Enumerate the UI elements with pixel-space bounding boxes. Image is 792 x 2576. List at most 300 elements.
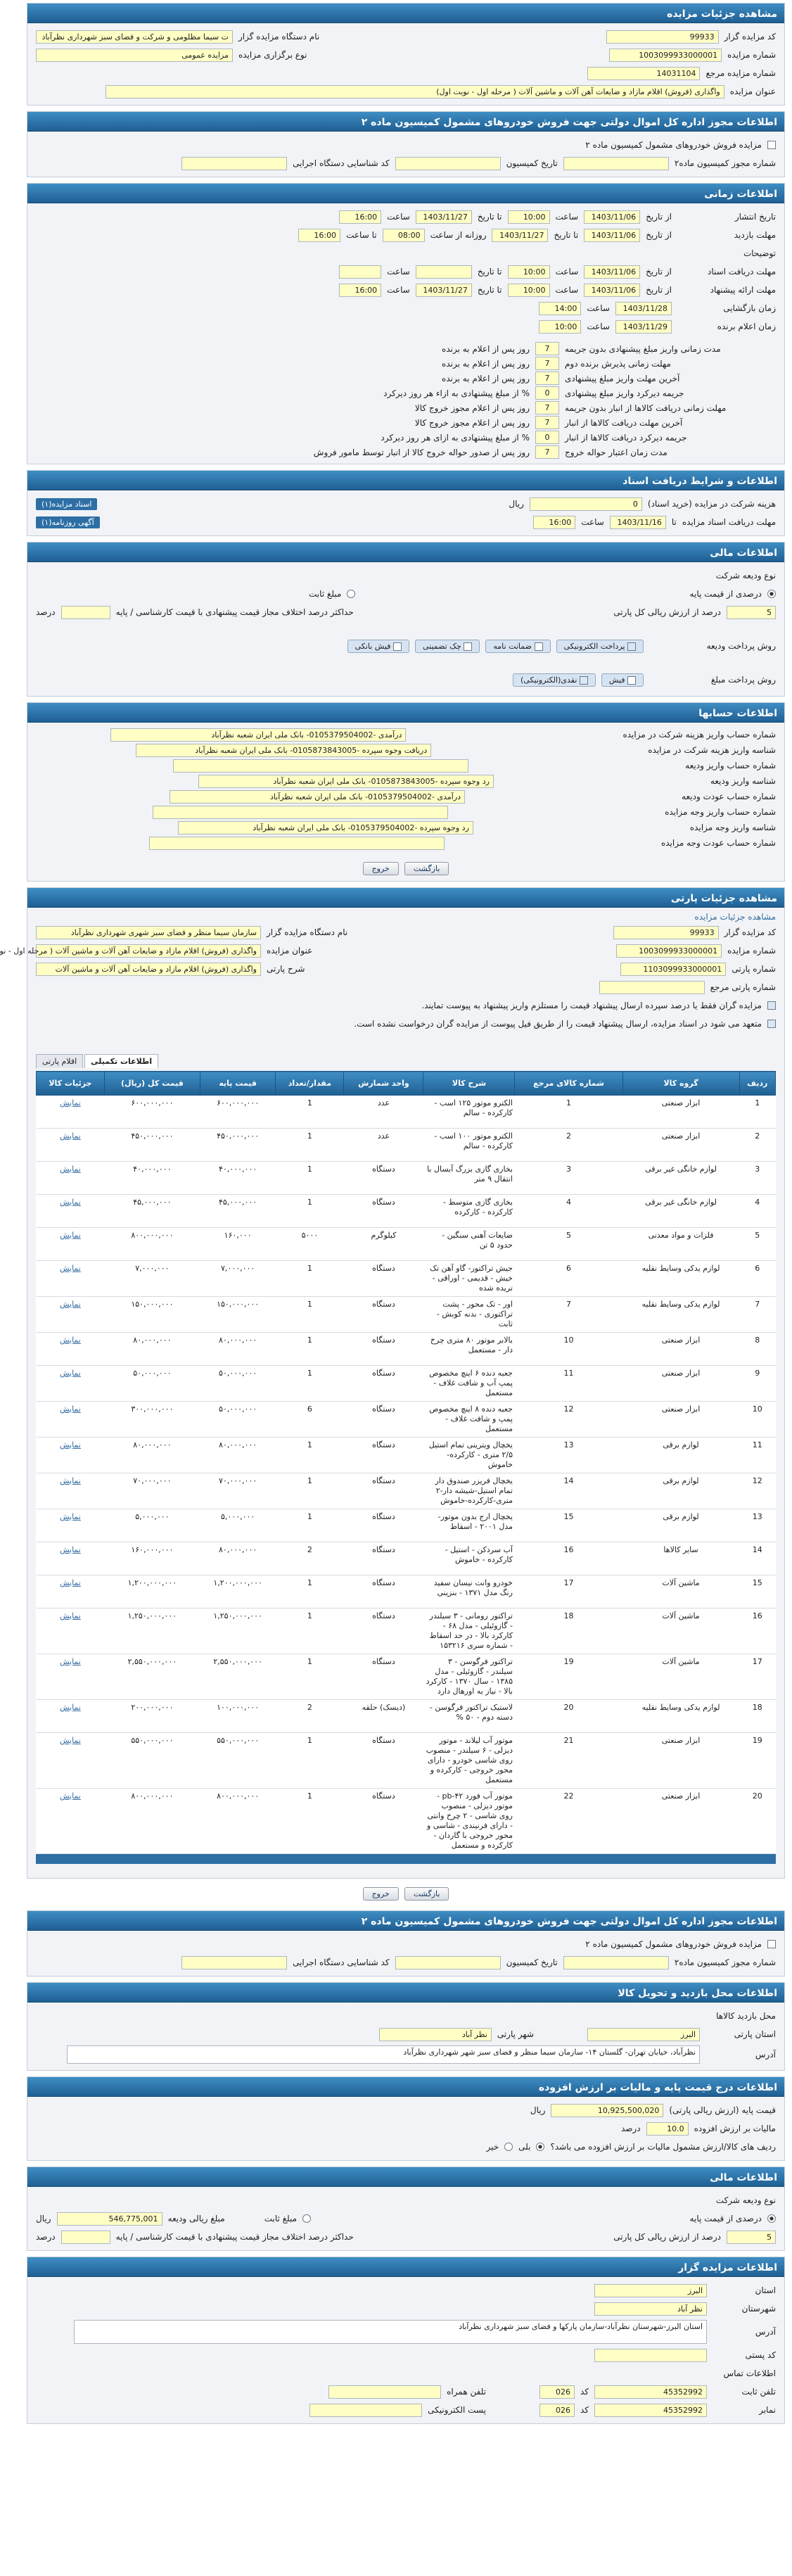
c-addr-field[interactable]: استان البرز-شهرستان نظرآباد-سازمان پارکها و فضای سبز شهرداری نظرآباد — [74, 2320, 707, 2344]
ref-field[interactable]: 14031104 — [587, 67, 700, 80]
items-table — [36, 1071, 776, 1854]
account-field[interactable] — [149, 837, 445, 850]
method-slip[interactable]: فیش — [601, 673, 644, 687]
winner-hour[interactable]: 10:00 — [539, 320, 581, 334]
exit-button-2[interactable]: خروج — [363, 1887, 399, 1901]
cell-total: ۱,۲۰۰,۰۰۰,۰۰۰ — [104, 1575, 200, 1609]
detail-link[interactable]: نمایش — [37, 1129, 105, 1162]
account-field[interactable]: رد وجوه سپرده -0105379504002- بانک ملی ایران شعبه نظرآباد — [178, 821, 473, 835]
cell-base-price: ۲,۵۵۰,۰۰۰,۰۰۰ — [200, 1654, 275, 1700]
offer-from-label: از تاریخ — [646, 285, 672, 295]
cell-total: ۴۵۰,۰۰۰,۰۰۰ — [104, 1129, 200, 1162]
p-pno-field[interactable]: 1103099933000001 — [620, 963, 726, 976]
detail-link[interactable]: نمایش — [37, 1195, 105, 1228]
tab-party-items[interactable]: اطلاعات تکمیلی — [84, 1054, 158, 1068]
tax-percent: درصد — [620, 2124, 641, 2133]
cell-group: لوازم یدکی وسایط نقلیه — [622, 1261, 739, 1297]
c-fax-code-label: کد — [580, 2405, 589, 2415]
cell-ref: 10 — [515, 1333, 622, 1366]
newspaper-ad-button[interactable]: آگهی روزنامه(۱) — [36, 516, 100, 528]
method-electronic[interactable]: نقدی(الکترونیکی) — [513, 673, 596, 687]
detail-link[interactable]: نمایش — [37, 1261, 105, 1297]
cell-group: ابزار صنعتی — [622, 1366, 739, 1402]
org-field[interactable]: ت سیما مظلومی و شرکت و فضای سبز شهرداری نظرآباد — [36, 30, 233, 44]
account-label: شناسه واریز ودیعه — [710, 776, 776, 786]
finance2-header: اطلاعات مالی — [27, 2167, 784, 2187]
cell-unit: دستگاه — [344, 1366, 423, 1402]
doc-to-hour[interactable] — [339, 265, 381, 279]
cell-total: ۶۰۰,۰۰۰,۰۰۰ — [104, 1096, 200, 1129]
rule-unit: روز پس از اعلام مجوز خروج کالا — [414, 417, 530, 428]
cell-base-price: ۱,۲۵۰,۰۰۰,۰۰۰ — [200, 1609, 275, 1654]
deposit-fixed-label: مبلغ ثابت — [309, 589, 342, 599]
base-price-label: قیمت پایه (ارزش ریالی پارتی) — [669, 2105, 776, 2115]
cell-total: ۸۰,۰۰۰,۰۰۰ — [104, 1333, 200, 1366]
docs-header: اطلاعات و شرایط دریافت اسناد — [27, 471, 784, 490]
rule-value[interactable]: 0 — [535, 386, 559, 400]
cell-total: ۷,۰۰۰,۰۰۰ — [104, 1261, 200, 1297]
permit2-no-field[interactable] — [563, 1956, 669, 1969]
column-header: شماره کالای مرجع — [515, 1072, 622, 1096]
p-ref-field[interactable] — [599, 981, 705, 994]
permit-checkbox-label: مزایده فروش خودروهای مشمول کمیسیون ماده ۲ — [585, 140, 762, 150]
finance-header: اطلاعات مالی — [27, 543, 784, 562]
c-city-field[interactable]: نظر آباد — [594, 2302, 707, 2316]
account-row — [36, 742, 776, 758]
publish-to-hour[interactable]: 16:00 — [339, 210, 381, 224]
c-phone-code[interactable]: 026 — [539, 2385, 575, 2399]
account-label: شناسه واریز وجه مزایده — [689, 823, 776, 832]
detail-link[interactable]: نمایش — [37, 1162, 105, 1195]
winner-hour-label: ساعت — [587, 322, 610, 331]
pay-bank-slip[interactable]: فیش بانکی — [347, 640, 409, 653]
offer-to-label: تا تاریخ — [477, 285, 502, 295]
cell-unit: دستگاه — [344, 1733, 423, 1789]
detail-link[interactable]: نمایش — [37, 1366, 105, 1402]
rule-value[interactable]: 7 — [535, 357, 559, 370]
p-code-field[interactable]: 99933 — [613, 926, 719, 939]
cell-group: ابزار صنعتی — [622, 1333, 739, 1366]
c-phone-field[interactable]: 45352992 — [594, 2385, 707, 2399]
cell-desc: یخچال ارج بدون موتور- مدل ۲۰۰۱ - اسقاط — [423, 1509, 515, 1542]
tax-question: ردیف های کالا/ارزش مشمول مالیات بر ارزش افزوده می باشد؟ — [550, 2142, 776, 2152]
exec-code-label: کد شناسایی دستگاه اجرایی — [293, 158, 390, 168]
detail-link[interactable]: نمایش — [37, 1509, 105, 1542]
accounts-panel — [27, 702, 785, 882]
row-index: 10 — [739, 1402, 775, 1438]
row-index: 3 — [739, 1162, 775, 1195]
price-panel — [27, 2076, 785, 2161]
doc-deadline2-until: تا — [671, 517, 677, 527]
cell-ref: 18 — [515, 1609, 622, 1654]
p-chk2[interactable] — [767, 1020, 776, 1028]
cell-ref: 1 — [515, 1096, 622, 1129]
c-phone-code-label: کد — [580, 2387, 589, 2397]
cell-group: لوازم خانگی غیر برقی — [622, 1195, 739, 1228]
f2-max-diff-label: حداکثر درصد اختلاف مجاز قیمت پیشنهادی با قیمت کارشناسی / پایه — [115, 2232, 354, 2242]
detail-link[interactable]: نمایش — [37, 1473, 105, 1509]
max-diff-field[interactable] — [61, 606, 110, 619]
base-price-rial: ریال — [530, 2105, 546, 2115]
account-row — [36, 820, 776, 835]
table-row — [37, 1789, 776, 1854]
detail-link[interactable]: نمایش — [37, 1609, 105, 1654]
c-email-field[interactable] — [309, 2404, 422, 2417]
tax-field[interactable]: 10.0 — [646, 2122, 689, 2136]
rule-unit: % از مبلغ پیشنهادی به ازاء هر روز دیرکرد — [383, 388, 530, 398]
account-field[interactable] — [173, 759, 468, 773]
rule-row — [36, 341, 776, 356]
cell-group: ماشین آلات — [622, 1575, 739, 1609]
account-field[interactable]: درآمدی -0105379504002- بانک ملی ایران شعبه نظرآباد — [110, 728, 406, 742]
detail-link[interactable]: نمایش — [37, 1542, 105, 1575]
account-label: شماره حساب عودت وجه مزایده — [660, 838, 776, 848]
cell-desc: یخچال فریزر صندوق دار تمام استیل-شیشه دار-۲ متری-کارکرده-خاموش — [423, 1473, 515, 1509]
exec-code-field[interactable] — [181, 157, 287, 170]
cell-unit: دستگاه — [344, 1542, 423, 1575]
rule-value[interactable]: 7 — [535, 416, 559, 429]
publish-from-hour[interactable]: 10:00 — [508, 210, 550, 224]
cell-group: ابزار صنعتی — [622, 1402, 739, 1438]
cell-ref: 17 — [515, 1575, 622, 1609]
cell-group: ابزار صنعتی — [622, 1129, 739, 1162]
cell-unit: دستگاه — [344, 1789, 423, 1854]
cell-base-price: ۴۰,۰۰۰,۰۰۰ — [200, 1162, 275, 1195]
table-row — [37, 1261, 776, 1297]
code-field[interactable]: 99933 — [606, 30, 719, 44]
location-panel — [27, 1982, 785, 2071]
doc-to-label: تا تاریخ — [477, 267, 502, 277]
permit-checkbox[interactable] — [767, 141, 776, 149]
title-field[interactable]: واگذاری (فروش) اقلام مازاد و ضایعات آهن آلات و ماشین آلات ( مرحله اول - نوبت اول) — [106, 85, 724, 99]
type-field[interactable]: مزایده عمومی — [36, 49, 233, 62]
cell-total: ۸۰,۰۰۰,۰۰۰ — [104, 1438, 200, 1473]
detail-link[interactable]: نمایش — [37, 1333, 105, 1366]
f2-fixed-label: مبلغ ثابت — [264, 2214, 298, 2223]
deposit-fixed-radio[interactable] — [347, 590, 355, 598]
cell-qty: ۵۰۰۰ — [276, 1228, 344, 1261]
p-title-field[interactable]: واگذاری (فروش) اقلام مازاد و ضایعات آهن آلات و ماشین آلات ( مرحله اول - نو — [36, 944, 261, 958]
detail-link[interactable]: نمایش — [37, 1228, 105, 1261]
c-fax-code[interactable]: 026 — [539, 2404, 575, 2417]
table-row — [37, 1438, 776, 1473]
doc-deadline2-hour[interactable]: 16:00 — [533, 516, 575, 529]
cell-desc: جعبه دنده ۶ اینچ مخصوص پمپ آب و شافت غلاف - مستعمل — [423, 1366, 515, 1402]
tab-extra-info[interactable]: اقلام پارتی — [36, 1054, 83, 1068]
doc-to-date[interactable] — [416, 265, 472, 279]
permit-date-field[interactable] — [395, 157, 501, 170]
c-postal-label: کد پستی — [745, 2350, 776, 2360]
account-label: شناسه واریز هزینه شرکت در مزایده — [648, 745, 776, 755]
p-tno-field[interactable]: 1003099933000001 — [616, 944, 722, 958]
city-field[interactable]: نظر آباد — [379, 2028, 492, 2041]
publish-from-date[interactable]: 1403/11/06 — [584, 210, 640, 224]
cell-group: لوازم یدکی وسایط نقلیه — [622, 1297, 739, 1333]
visit-to-label: تا تاریخ — [554, 230, 579, 240]
tender-details-header: مشاهده جزئیات مزایده — [27, 4, 784, 23]
open-hour[interactable]: 14:00 — [539, 302, 581, 315]
cell-unit: دستگاه — [344, 1195, 423, 1228]
base-price-field[interactable]: 10,925,500,020 — [551, 2104, 663, 2117]
cell-unit: دستگاه — [344, 1575, 423, 1609]
f2-percent-radio[interactable] — [767, 2214, 776, 2223]
cell-desc: بخاری گازی متوسط - کارکرده - کارکرده — [423, 1195, 515, 1228]
permit2-exec-field[interactable] — [181, 1956, 287, 1969]
cell-base-price: ۸۰۰,۰۰۰,۰۰۰ — [200, 1789, 275, 1854]
table-row — [37, 1129, 776, 1162]
cell-desc: الکترو موتور ۱۲۵ اسب - کارکرده - سالم — [423, 1096, 515, 1129]
tender-no-field[interactable]: 1003099933000001 — [609, 49, 722, 62]
time-header: اطلاعات زمانی — [27, 184, 784, 203]
back-button[interactable]: بازگشت — [404, 862, 449, 875]
rule-row — [36, 386, 776, 400]
detail-link[interactable]: نمایش — [37, 1654, 105, 1700]
offer-to-hour[interactable]: 16:00 — [339, 284, 381, 297]
permit2-date-field[interactable] — [395, 1956, 501, 1969]
publish-to-date[interactable]: 1403/11/27 — [416, 210, 472, 224]
cell-qty: 1 — [276, 1129, 344, 1162]
back-button-2[interactable]: بازگشت — [404, 1887, 449, 1901]
row-index: 12 — [739, 1473, 775, 1509]
c-addr-label: آدرس — [755, 2327, 776, 2337]
cell-ref: 13 — [515, 1438, 622, 1473]
cell-desc: یخچال ویترینی تمام استیل ۲/۵ متری - کارکرده-خاموش — [423, 1438, 515, 1473]
c-fax-label: نمابر — [759, 2405, 776, 2415]
accounts-header: اطلاعات حسابها — [27, 703, 784, 723]
column-header: واحد شمارش — [344, 1072, 423, 1096]
rule-value[interactable]: 7 — [535, 401, 559, 414]
detail-link[interactable]: نمایش — [37, 1096, 105, 1129]
cell-desc: موتور آب فورد pb-۴۲ - موتور دیزلی - منصوب روی شاسی - ۲ چرخ وانتی - دارای فرنیندی - شاسی و محور خروجی با گاردان - کارکرده و مستعمل — [423, 1789, 515, 1854]
tender-docs-button[interactable]: اسناد مزایده(۱) — [36, 498, 97, 510]
cell-group: لوازم برقی — [622, 1509, 739, 1542]
table-row — [37, 1162, 776, 1195]
visit-daily-to[interactable]: 16:00 — [298, 229, 340, 242]
visit-label: مهلت بازدید — [734, 230, 776, 240]
cell-total: ۴۵,۰۰۰,۰۰۰ — [104, 1195, 200, 1228]
party-panel — [0, 887, 785, 1879]
rule-row — [36, 356, 776, 371]
cell-desc: تراکتور رومانی - ۳ سیلندر - گازوئیلی - مدل ۶۸ - کارکرد بالا - در حد اسقاط - شماره سری ۱۵۳۲۱۶ — [423, 1609, 515, 1654]
deposit-percent-field[interactable]: 5 — [727, 606, 776, 619]
cell-base-price: ۵۰,۰۰۰,۰۰۰ — [200, 1402, 275, 1438]
pay-guarantee[interactable]: ضمانت نامه — [485, 640, 550, 653]
f2-percent-field[interactable]: 5 — [727, 2231, 776, 2244]
doc-from-hour[interactable]: 10:00 — [508, 265, 550, 279]
p-chk1[interactable] — [767, 1001, 776, 1010]
open-hour-label: ساعت — [587, 303, 610, 313]
detail-link[interactable]: نمایش — [37, 1733, 105, 1789]
p-code-label: کد مزایده گزار — [724, 927, 776, 937]
f2-deposit-type-label: نوع ودیعه شرکت — [715, 2195, 776, 2205]
account-label: شماره حساب عودت ودیعه — [682, 792, 776, 801]
cell-unit: دستگاه — [344, 1509, 423, 1542]
cell-group: ابزار صنعتی — [622, 1096, 739, 1129]
cell-total: ۵۵۰,۰۰۰,۰۰۰ — [104, 1733, 200, 1789]
cell-group: فلزات و مواد معدنی — [622, 1228, 739, 1261]
permit2-checkbox[interactable] — [767, 1940, 776, 1948]
rule-value[interactable]: 7 — [535, 342, 559, 355]
c-prov-field[interactable]: البرز — [594, 2284, 707, 2297]
cell-total: ۱,۲۵۰,۰۰۰,۰۰۰ — [104, 1609, 200, 1654]
offer-from-date[interactable]: 1403/11/06 — [584, 284, 640, 297]
detail-link[interactable]: نمایش — [37, 1575, 105, 1609]
cell-total: ۱۵۰,۰۰۰,۰۰۰ — [104, 1297, 200, 1333]
table-row — [37, 1366, 776, 1402]
addr-field[interactable]: نظرآباد، خیابان تهران- گلستان ۱۴- سازمان سیما منظر و فضای سبز شهر شهرداری نظرآباد — [67, 2045, 700, 2064]
cell-base-price: ۸۰,۰۰۰,۰۰۰ — [200, 1333, 275, 1366]
cell-total: ۲۰۰,۰۰۰,۰۰۰ — [104, 1700, 200, 1733]
pay-electronic[interactable]: پرداخت الکترونیکی — [556, 640, 644, 653]
doc-deadline2-date[interactable]: 1403/11/16 — [610, 516, 666, 529]
c-phone-label: تلفن ثابت — [741, 2387, 776, 2397]
row-index: 15 — [739, 1575, 775, 1609]
cell-base-price: ۷۰,۰۰۰,۰۰۰ — [200, 1473, 275, 1509]
deposit-percent-radio[interactable] — [767, 590, 776, 598]
row-index: 1 — [739, 1096, 775, 1129]
tax-no-label: خیر — [486, 2142, 499, 2152]
party-header: مشاهده جزئیات پارتی — [27, 888, 784, 908]
cell-group: سایر کالاها — [622, 1542, 739, 1575]
account-field[interactable]: رد وجوه سپرده -0105873843005- بانک ملی ایران شعبه نظرآباد — [198, 775, 494, 788]
pay-cheque[interactable]: چک تضمینی — [415, 640, 480, 653]
permit2-header: اطلاعات مجوز اداره کل اموال دولتی جهت فروش خودروهای مشمول کمیسیون ماده ۲ — [27, 1911, 784, 1931]
f2-amount-field[interactable]: 546,775,001 — [57, 2212, 162, 2226]
detail-link[interactable]: نمایش — [37, 1700, 105, 1733]
cell-base-price: ۵۵۰,۰۰۰,۰۰۰ — [200, 1733, 275, 1789]
publish-label: تاریخ انتشار — [734, 212, 776, 222]
cell-qty: 1 — [276, 1366, 344, 1402]
permit-header: اطلاعات مجوز اداره کل اموال دولتی جهت فروش خودروهای مشمول کمیسیون ماده ۲ — [27, 112, 784, 132]
cell-unit: دستگاه — [344, 1609, 423, 1654]
c-postal-field[interactable] — [594, 2349, 707, 2362]
detail-link[interactable]: نمایش — [37, 1789, 105, 1854]
visit-daily-from[interactable]: 08:00 — [383, 229, 425, 242]
offer-to-date[interactable]: 1403/11/27 — [416, 284, 472, 297]
offer-to-hour-label: ساعت — [387, 285, 410, 295]
fee-field[interactable]: 0 — [530, 497, 642, 511]
column-header: جزئیات کالا — [37, 1072, 105, 1096]
rule-value[interactable]: 0 — [535, 431, 559, 444]
table-row — [37, 1473, 776, 1509]
winner-date[interactable]: 1403/11/29 — [615, 320, 672, 334]
rule-label: آخرین مهلت دریافت کالاها از انبار — [565, 417, 683, 428]
table-row — [37, 1297, 776, 1333]
cell-total: ۵۰,۰۰۰,۰۰۰ — [104, 1366, 200, 1402]
detail-link[interactable]: نمایش — [37, 1297, 105, 1333]
account-row — [36, 758, 776, 773]
account-field[interactable] — [153, 806, 448, 819]
cell-qty: 2 — [276, 1700, 344, 1733]
party-sub-link[interactable]: مشاهده جزئیات مزایده — [694, 912, 776, 922]
city-label: شهر پارتی — [497, 2029, 534, 2039]
amount-method-label: روش پرداخت مبلغ — [710, 675, 776, 685]
c-mobile-field[interactable] — [328, 2385, 441, 2399]
tax-yes-radio[interactable] — [536, 2143, 544, 2151]
visit-to-date[interactable]: 1403/11/27 — [492, 229, 548, 242]
row-index: 16 — [739, 1609, 775, 1654]
exit-button[interactable]: خروج — [363, 862, 399, 875]
offer-deadline-label: مهلت ارائه پیشنهاد — [710, 285, 776, 295]
table-row — [37, 1228, 776, 1261]
cell-unit: دستگاه — [344, 1438, 423, 1473]
tax-no-radio[interactable] — [504, 2143, 513, 2151]
permit2-date-label: تاریخ کمیسیون — [506, 1958, 558, 1967]
finance-panel — [27, 542, 785, 697]
doc-from-label: از تاریخ — [646, 267, 672, 277]
cell-unit: دستگاه — [344, 1473, 423, 1509]
tax-label: مالیات بر ارزش افزوده — [694, 2124, 776, 2133]
publish-to-hour-label: ساعت — [387, 212, 410, 222]
pay-method-label: روش پرداخت ودیعه — [706, 641, 776, 651]
open-date[interactable]: 1403/11/28 — [615, 302, 672, 315]
detail-link[interactable]: نمایش — [37, 1402, 105, 1438]
winner-label: زمان اعلام برنده — [717, 322, 776, 331]
row-index: 5 — [739, 1228, 775, 1261]
desc-label: توضیحات — [743, 248, 776, 258]
rule-value[interactable]: 7 — [535, 372, 559, 385]
p-org-field[interactable]: سازمان سیما منظر و فضای سبز شهری شهرداری نظرآباد — [36, 926, 261, 939]
rule-row — [36, 400, 776, 415]
cell-unit: کیلوگرم — [344, 1228, 423, 1261]
account-field[interactable]: دریافت وجوه سپرده -0105873843005- بانک ملی ایران شعبه نظرآباد — [136, 744, 431, 757]
items-header-row — [37, 1072, 776, 1096]
doc-deadline2-hour-label: ساعت — [581, 517, 604, 527]
cell-desc: بالابر موتور ۸۰ متری چرخ دار - مستعمل — [423, 1333, 515, 1366]
cell-group: لوازم برقی — [622, 1438, 739, 1473]
contact-panel — [27, 2257, 785, 2424]
publish-from-hour-label: ساعت — [555, 212, 579, 222]
row-index: 7 — [739, 1297, 775, 1333]
p-title-label: عنوان مزایده — [267, 946, 313, 956]
c-city-label: شهرستان — [741, 2304, 776, 2314]
price-header: اطلاعات درج قیمت پایه و مالیات بر ارزش افزوده — [27, 2077, 784, 2097]
cell-qty: 1 — [276, 1333, 344, 1366]
f2-max-diff-field[interactable] — [61, 2231, 110, 2244]
c-fax-field[interactable]: 45352992 — [594, 2404, 707, 2417]
account-label: شماره حساب واریز هزینه شرکت در مزایده — [622, 730, 776, 740]
cell-qty: 1 — [276, 1297, 344, 1333]
cell-group: ابزار صنعتی — [622, 1733, 739, 1789]
table-row — [37, 1733, 776, 1789]
visit-from-date[interactable]: 1403/11/06 — [584, 229, 640, 242]
p-pname-field[interactable]: واگذاری (فروش) اقلام مازاد و ضایعات آهن آلات و ماشین آلات — [36, 963, 261, 976]
permit-no-field[interactable] — [563, 157, 669, 170]
cell-total: ۷۰,۰۰۰,۰۰۰ — [104, 1473, 200, 1509]
cell-desc: خودرو وانت نیسان سفید رنگ مدل ۱۳۷۱ - بنزینی — [423, 1575, 515, 1609]
f2-fixed-radio[interactable] — [302, 2214, 311, 2223]
offer-from-hour[interactable]: 10:00 — [508, 284, 550, 297]
publish-to-label: تا تاریخ — [477, 212, 502, 222]
row-index: 2 — [739, 1129, 775, 1162]
place-label: محل بازدید کالاها — [716, 2011, 776, 2021]
cell-ref: 21 — [515, 1733, 622, 1789]
cell-qty: 1 — [276, 1789, 344, 1854]
rule-value[interactable]: 7 — [535, 445, 559, 459]
prov-field[interactable]: البرز — [587, 2028, 700, 2041]
account-row — [36, 789, 776, 804]
account-field[interactable]: درآمدی -0105379504002- بانک ملی ایران شعبه نظرآباد — [170, 790, 465, 804]
deposit-percent-text: درصد از ارزش ریالی کل پارتی — [613, 607, 721, 617]
tender-no-label: شماره مزایده — [727, 50, 776, 60]
cell-base-price: ۴۵۰,۰۰۰,۰۰۰ — [200, 1129, 275, 1162]
doc-from-date[interactable]: 1403/11/06 — [584, 265, 640, 279]
cell-qty: 1 — [276, 1654, 344, 1700]
items-body — [37, 1096, 776, 1854]
detail-link[interactable]: نمایش — [37, 1438, 105, 1473]
cell-desc: جعبه دنده ۸ اینچ مخصوص پمپ و شافت غلاف - مستعمل — [423, 1402, 515, 1438]
row-index: 4 — [739, 1195, 775, 1228]
